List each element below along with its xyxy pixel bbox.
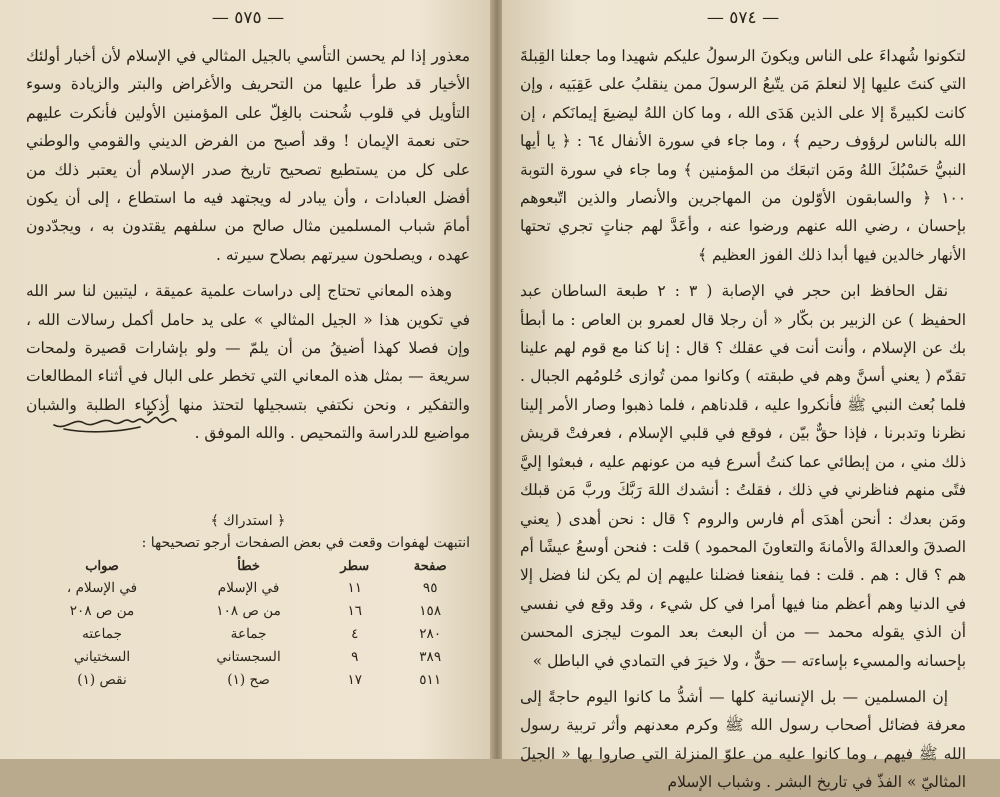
cell-error: من ص ١٠٨	[216, 603, 281, 619]
paragraph: معذور إذا لم يحسن التأسي بالجيل المثالي في الإسلام لأن أخبار أولئك الأخيار قد طرأ عليها من التحريف والأغراض والبتر والزيادة وسوء التأويل في قلوب شُحنت بالغِلّ على المؤمنين الأولين فأنكرت عليهم حتى نعمة الإيمان ! وقد أصبح من الفرض الديني والقومي والوطني على كل من يستطيع تصحيح تاريخ صدر الإسلام أن يعتبر ذلك من أفضل العبادات ، وأن يبادر له ويجتهد فيه ما استطاع ، إلى أن يكون أمامَ شباب المسلمين مثال صالح من سلفهم يقتدون به ، ويجدّدون عهده ، ويصلحون سيرتهم بصلاح سيرته .	[26, 47, 470, 264]
corrections-intro: انتبهت لهفوات وقعت في بعض الصفحات أرجو تصحيحها :	[141, 535, 470, 551]
body-text	[520, 42, 966, 797]
right-page	[502, 0, 1000, 792]
page-number: — ٥٧٥ —	[211, 8, 285, 28]
cell-page: ٩٥	[422, 580, 438, 596]
corrections-section	[26, 513, 470, 693]
table-row	[26, 647, 470, 670]
paragraph: نقل الحافظ ابن حجر في الإصابة ( ٣ : ٢ طبعة الساطان عبد الحفيظ ) عن الزبير بن بكّار « أن رجلا قال لعمرو بن العاص : ما أبطأ بك عن الإسلام ، وأنت أنت في عقلك ؟ قال : إنا كنا مع قوم لهم علينا تقدّم ( يعني أسنَّ وهم في طبقته ) وكانوا ممن تُوازى حُلومُهم الجبال . فلما بُعث النبي ﷺ فأنكروا عليه ، قلدناهم ، فلما ذهبوا وصار الأمر إلينا نظرنا وتدبرنا ، فإذا حقٌّ بيّن ، فوقع في قلبي الإسلام ، فعرفتْ قريش ذلك مني ، من إبطائي عما كنتُ أسرع فيه من عونهم عليه ، فبعثوا إليَّ فتًى منهم فناظرني في ذلك ، فقلتُ : أنشدك اللهَ رَبَّكَ وربَّ مَن قبلك ومَن بعدك : أنحن أهدَى أم فارس والروم ؟ قال : نحن أهدى ( يعني الصدقَ والعدالةَ والأمانةَ والتعاونَ المحمود ) قلت : فنحن أوسعُ عيشًا أم هم ؟ قال : هم . قلت : فما ينفعنا فضلنا عليهم إن لم يكن لنا فضل إلا في الدنيا وهم أعظم منا فيها أمرا في كل شيء ، وقد وقع في نفسي أن الذي يقوله محمد — من أن البعث بعد الموت ليجزى المحسن بإحسانه والمسيء بإساءته — حقٌّ ، ولا خيرَ في التمادي في الباطل »	[520, 282, 966, 670]
cell-line: ١٦	[347, 603, 363, 619]
svg-text:محب الدين الخطيب: محب الدين الخطيب	[114, 423, 123, 424]
header-error: خطأ	[237, 559, 260, 574]
cell-error: جماعة	[230, 626, 267, 642]
cell-correct: السختياني	[73, 649, 131, 665]
cell-line: ٩	[351, 649, 359, 665]
table-row	[26, 578, 470, 601]
paragraph: وهذه المعاني تحتاج إلى دراسات علمية عميقة ، ليتبين لنا سر الله في تكوين هذا « الجيل المثالي » على يد حامل أكمل رسالات الله ، وإن فصلا كهذا أضيقُ من أن يلمّ — ولو بإشارات قصيرة ولمحات سريعة — بمثل هذه المعاني التي تخطر على البال في أثناء المطالعات والتفكير ، ونحن نكتفي بتسجيلها لتحتذ منها أذكياء الطلبة والشبان مواضيع للدراسة والتمحيص . والله الموفق .	[26, 282, 470, 443]
body-text	[26, 42, 470, 448]
left-page	[0, 0, 492, 759]
corrections-table	[26, 559, 470, 693]
paragraph: إن المسلمين — بل الإنسانية كلها — أشدُّ ما كانوا اليوم حاجةً إلى معرفة فضائل أصحاب رسول الله ﷺ وكرم معدنهم وأثر تربية رسول الله ﷺ فيهم ، وما كانوا عليه من علوّ المنزلة التي صاروا بها « الجيلَ المثاليّ » الفذّ في تاريخ البشر . وشباب الإسلام	[520, 687, 966, 792]
cell-line: ٤	[351, 626, 359, 642]
cell-correct: جماعته	[82, 626, 122, 642]
table-header-row	[26, 559, 470, 578]
cell-error: في الإسلام	[217, 580, 280, 596]
cell-line: ١٧	[347, 672, 363, 688]
table-row	[26, 624, 470, 647]
cell-correct: من ص ٢٠٨	[69, 603, 135, 619]
cell-page: ١٥٨	[419, 603, 442, 619]
paragraph: لتكونوا شُهداءَ على الناس ويكونَ الرسولُ عليكم شهيدا وما جعلنا القِبلةَ التي كنتَ عليها إلا لنعلمَ مَن يتّبعُ الرسولَ ممن ينقلبُ على عَقِبَيه ، وإن كانت لكبيرةً إلا على الذين هَدَى الله ، وما كان اللهُ ليضيعَ إيمانَكم ، إن الله بالناس لرؤوف رحيم ﴾ ، وما جاء في سورة الأنفال ٦٤ : ﴿ يا أيها النبيُّ حَسْبُكَ اللهُ ومَن اتبعَك من المؤمنين ﴾ وما جاء في سورة التوبة ١٠٠ ﴿ والسابقون الأوّلون من المهاجرين والأنصار والذين اتّبعوهم بإحسان ، رضي الله عنهم ورضوا عنه ، وأعَدَّ لهم جناتٍ تجري تحتها الأنهار خالدين فيها أبدا ذلك الفوز العظيم ﴾	[520, 47, 966, 264]
cell-page: ٣٨٩	[419, 649, 442, 665]
cell-error: السجستاني	[216, 649, 281, 665]
cell-page: ٥١١	[419, 672, 442, 688]
cell-page: ٢٨٠	[419, 626, 442, 642]
table-row	[26, 670, 470, 693]
header-page: صفحة	[413, 559, 447, 574]
signature	[44, 407, 184, 437]
header-correct: صواب	[85, 559, 119, 574]
cell-error: صح (١)	[227, 672, 270, 688]
corrections-title: ﴿ استدراك ﴾	[210, 513, 286, 529]
cell-correct: نقص (١)	[77, 672, 127, 688]
header-line: سطر	[340, 559, 370, 574]
table-row	[26, 601, 470, 624]
page-number: — ٥٧٤ —	[706, 8, 780, 28]
cell-correct: في الإسلام ،	[66, 580, 138, 596]
cell-line: ١١	[347, 580, 363, 596]
